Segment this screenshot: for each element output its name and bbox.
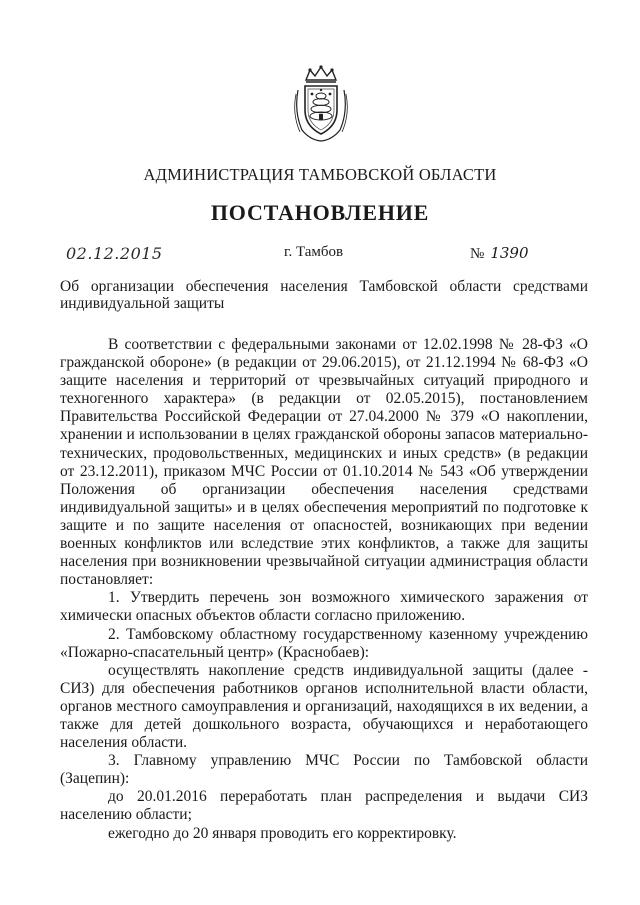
clause-3-subitem-2: ежегодно до 20 января проводить его корректировку. [108,824,457,842]
organization-name: АДМИНИСТРАЦИЯ ТАМБОВСКОЙ ОБЛАСТИ [143,165,497,184]
preamble-paragraph: В соответствии с федеральными законами от 12.02.1998 № 28-ФЗ «О гражданской обороне» (в редакции от 29.06.2015), от 21.12.1994 № 68-ФЗ «О защите населения и территорий от чрезвычайных ситуаций природного и техногенного характера» (в редакции от 02.05.2015), постановлением Правительства Российской Федерации от 27.04.2000 № 379 «О накоплении, хранении и использовании в целях гражданской обороны запасов материально-технических, продовольственных, медицинских и иных средств» (в редакции от 23.12.2011), приказом МЧС России от 01.10.2014 № 543 «Об утверждении Положения об организации обеспечения населения средствами индивидуальной защиты» и в целях обеспечения мероприятий по подготовке к защите и по защите населения от опасностей, возникающих при ведении военных конфликтов или вследствие этих конфликтов, а также для защиты населения при возникновении чрезвычайной ситуации администрация области постановляет: [60,336,588,589]
clause-2-subitem: осуществлять накопление средств индивидуальной защиты (далее - СИЗ) для обеспечения работников органов исполнительной власти области, органов местного самоуправления и организаций, находящихся в их ведении, а также для детей дошкольного возраста, обучающихся и неработающего населения области. [60,661,588,752]
document-body [60,336,588,843]
number-sign: № [470,246,485,262]
document-number [470,244,529,263]
clause-3-paragraph: 3. Главному управлению МЧС России по Тамбовской области (Зацепин): [60,752,588,788]
clause-1-paragraph: 1. Утвердить перечень зон возможного химического заражения от химически опасных объектов области согласно приложению. [60,589,588,625]
clause-3-subitem-1: до 20.01.2016 переработать план распределения и выдачи СИЗ населению области; [60,788,588,824]
number-value: 1390 [490,244,529,262]
document-date: 02.12.2015 [66,244,163,263]
coat-of-arms-emblem [292,64,350,142]
document-type-title: ПОСТАНОВЛЕНИЕ [210,200,430,225]
clause-2-paragraph: 2. Тамбовскому областному государственному казенному учреждению «Пожарно-спасательный центр» (Краснобаев): [60,625,588,661]
document-city: г. Тамбов [284,244,344,260]
document-subject: Об организации обеспечения населения Тамбовской области средствами индивидуальной защиты [60,278,588,312]
